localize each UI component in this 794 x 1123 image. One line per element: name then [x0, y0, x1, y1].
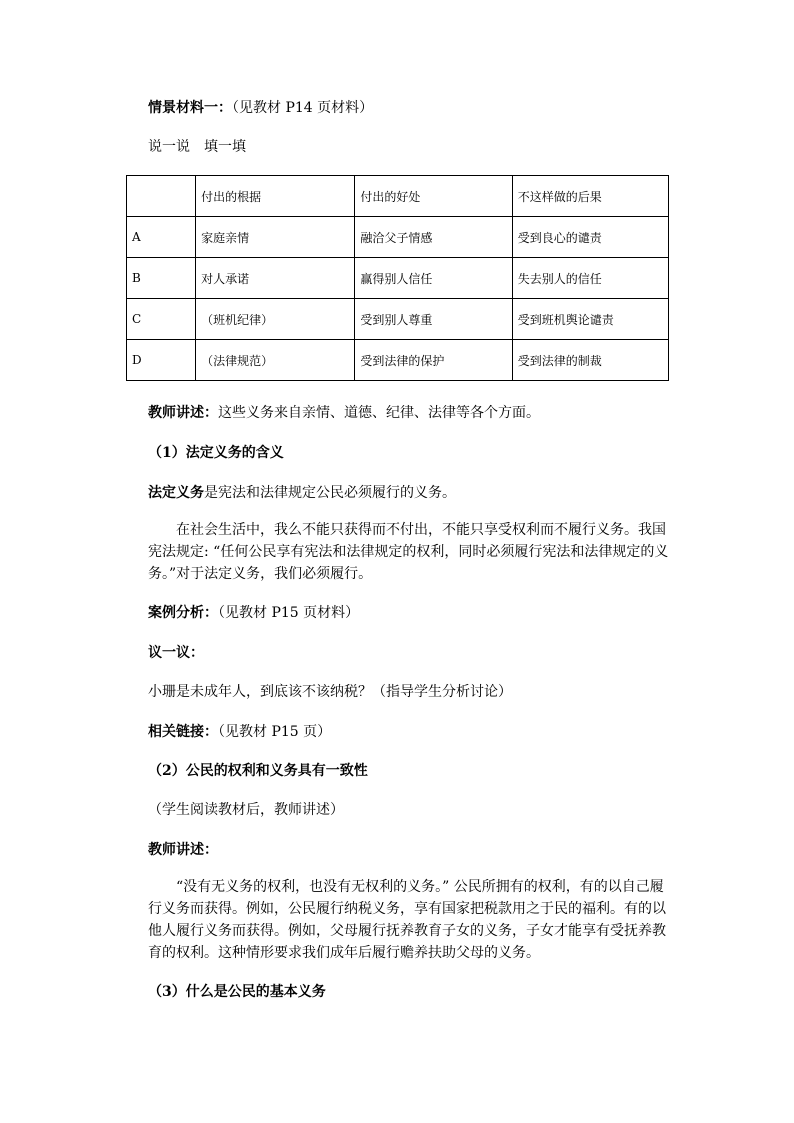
table-cell: A: [127, 217, 196, 258]
activity-line: 说一说 填一填: [148, 139, 246, 155]
table-header-cell: 付出的好处: [355, 176, 512, 217]
table-cell: 受到班机舆论谴责: [512, 299, 668, 340]
material-text: （见教材 P14 页材料）: [232, 100, 374, 116]
table-cell: （法律规范）: [196, 340, 355, 381]
discuss-heading: 议一议：: [148, 645, 204, 661]
discussion-question: 小珊是未成年人，到底该不该纳税？（指导学生分析讨论）: [148, 684, 512, 700]
table-cell: 家庭亲情: [196, 217, 355, 258]
table-cell: B: [127, 258, 196, 299]
table-cell: 失去别人的信任: [512, 258, 668, 299]
table-header-cell: 付出的根据: [196, 176, 355, 217]
table-cell: （班机纪律）: [196, 299, 355, 340]
table-header-row: [127, 176, 669, 217]
link-text: （见教材 P15 页）: [218, 724, 332, 740]
section-heading-1: （1）法定义务的含义: [148, 445, 284, 461]
paragraph-rights-duties: “没有无义务的权利，也没有无权利的义务。” 公民所拥有的权利，有的以自己履行义务而获得。例如，公民履行纳税义务，享有国家把税款用之于民的福利。有的以他人履行义务而获得。例如，父母履行抚养教育子女的义务，子女才能享有受抚养教育的权利。这种情形要求我们成年后履行赡养扶助父母的义务。: [148, 879, 666, 961]
table-header-cell: 不这样做的后果: [512, 176, 668, 217]
table-cell: C: [127, 299, 196, 340]
case-label: 案例分析：: [148, 605, 218, 621]
definition-term: 法定义务: [148, 485, 204, 501]
table-cell: 对人承诺: [196, 258, 355, 299]
table-cell: 受到法律的保护: [355, 340, 512, 381]
table-row: [127, 340, 669, 381]
teacher-text: 这些义务来自亲情、道德、纪律、法律等各个方面。: [218, 405, 540, 421]
table-cell: 受到别人尊重: [355, 299, 512, 340]
teacher-statement-1: [148, 405, 540, 421]
fill-in-table: [126, 175, 669, 381]
section-heading-2: （2）公民的权利和义务具有一致性: [148, 763, 368, 779]
table-header-cell: [127, 176, 196, 217]
table-row: [127, 258, 669, 299]
link-label: 相关链接：: [148, 724, 218, 740]
table-cell: 受到法律的制裁: [512, 340, 668, 381]
definition-text: 是宪法和法律规定公民必须履行的义务。: [204, 485, 456, 501]
case-analysis-line: [148, 605, 359, 621]
teacher-label: 教师讲述：: [148, 405, 218, 421]
table-cell: 融洽父子情感: [355, 217, 512, 258]
table-row: [127, 299, 669, 340]
table-cell: 受到良心的谴责: [512, 217, 668, 258]
paragraph-obligations: 在社会生活中，我么不能只获得而不付出，不能只享受权利而不履行义务。我国宪法规定: “任何公民享有宪法和法律规定的权利，同时必须履行宪法和法律规定的义务。”对于法定义务，我们必须履行。: [148, 522, 669, 582]
related-link-line: [148, 724, 331, 740]
table-row: [127, 217, 669, 258]
material-line: [148, 100, 373, 116]
table-cell: D: [127, 340, 196, 381]
reading-note: （学生阅读教材后，教师讲述）: [148, 802, 344, 818]
table-cell: 赢得别人信任: [355, 258, 512, 299]
definition-line: [148, 485, 456, 501]
case-text: （见教材 P15 页材料）: [218, 605, 360, 621]
material-label: 情景材料一：: [148, 100, 232, 116]
teacher-statement-2: 教师讲述：: [148, 842, 218, 858]
section-heading-3: （3）什么是公民的基本义务: [148, 984, 326, 1000]
